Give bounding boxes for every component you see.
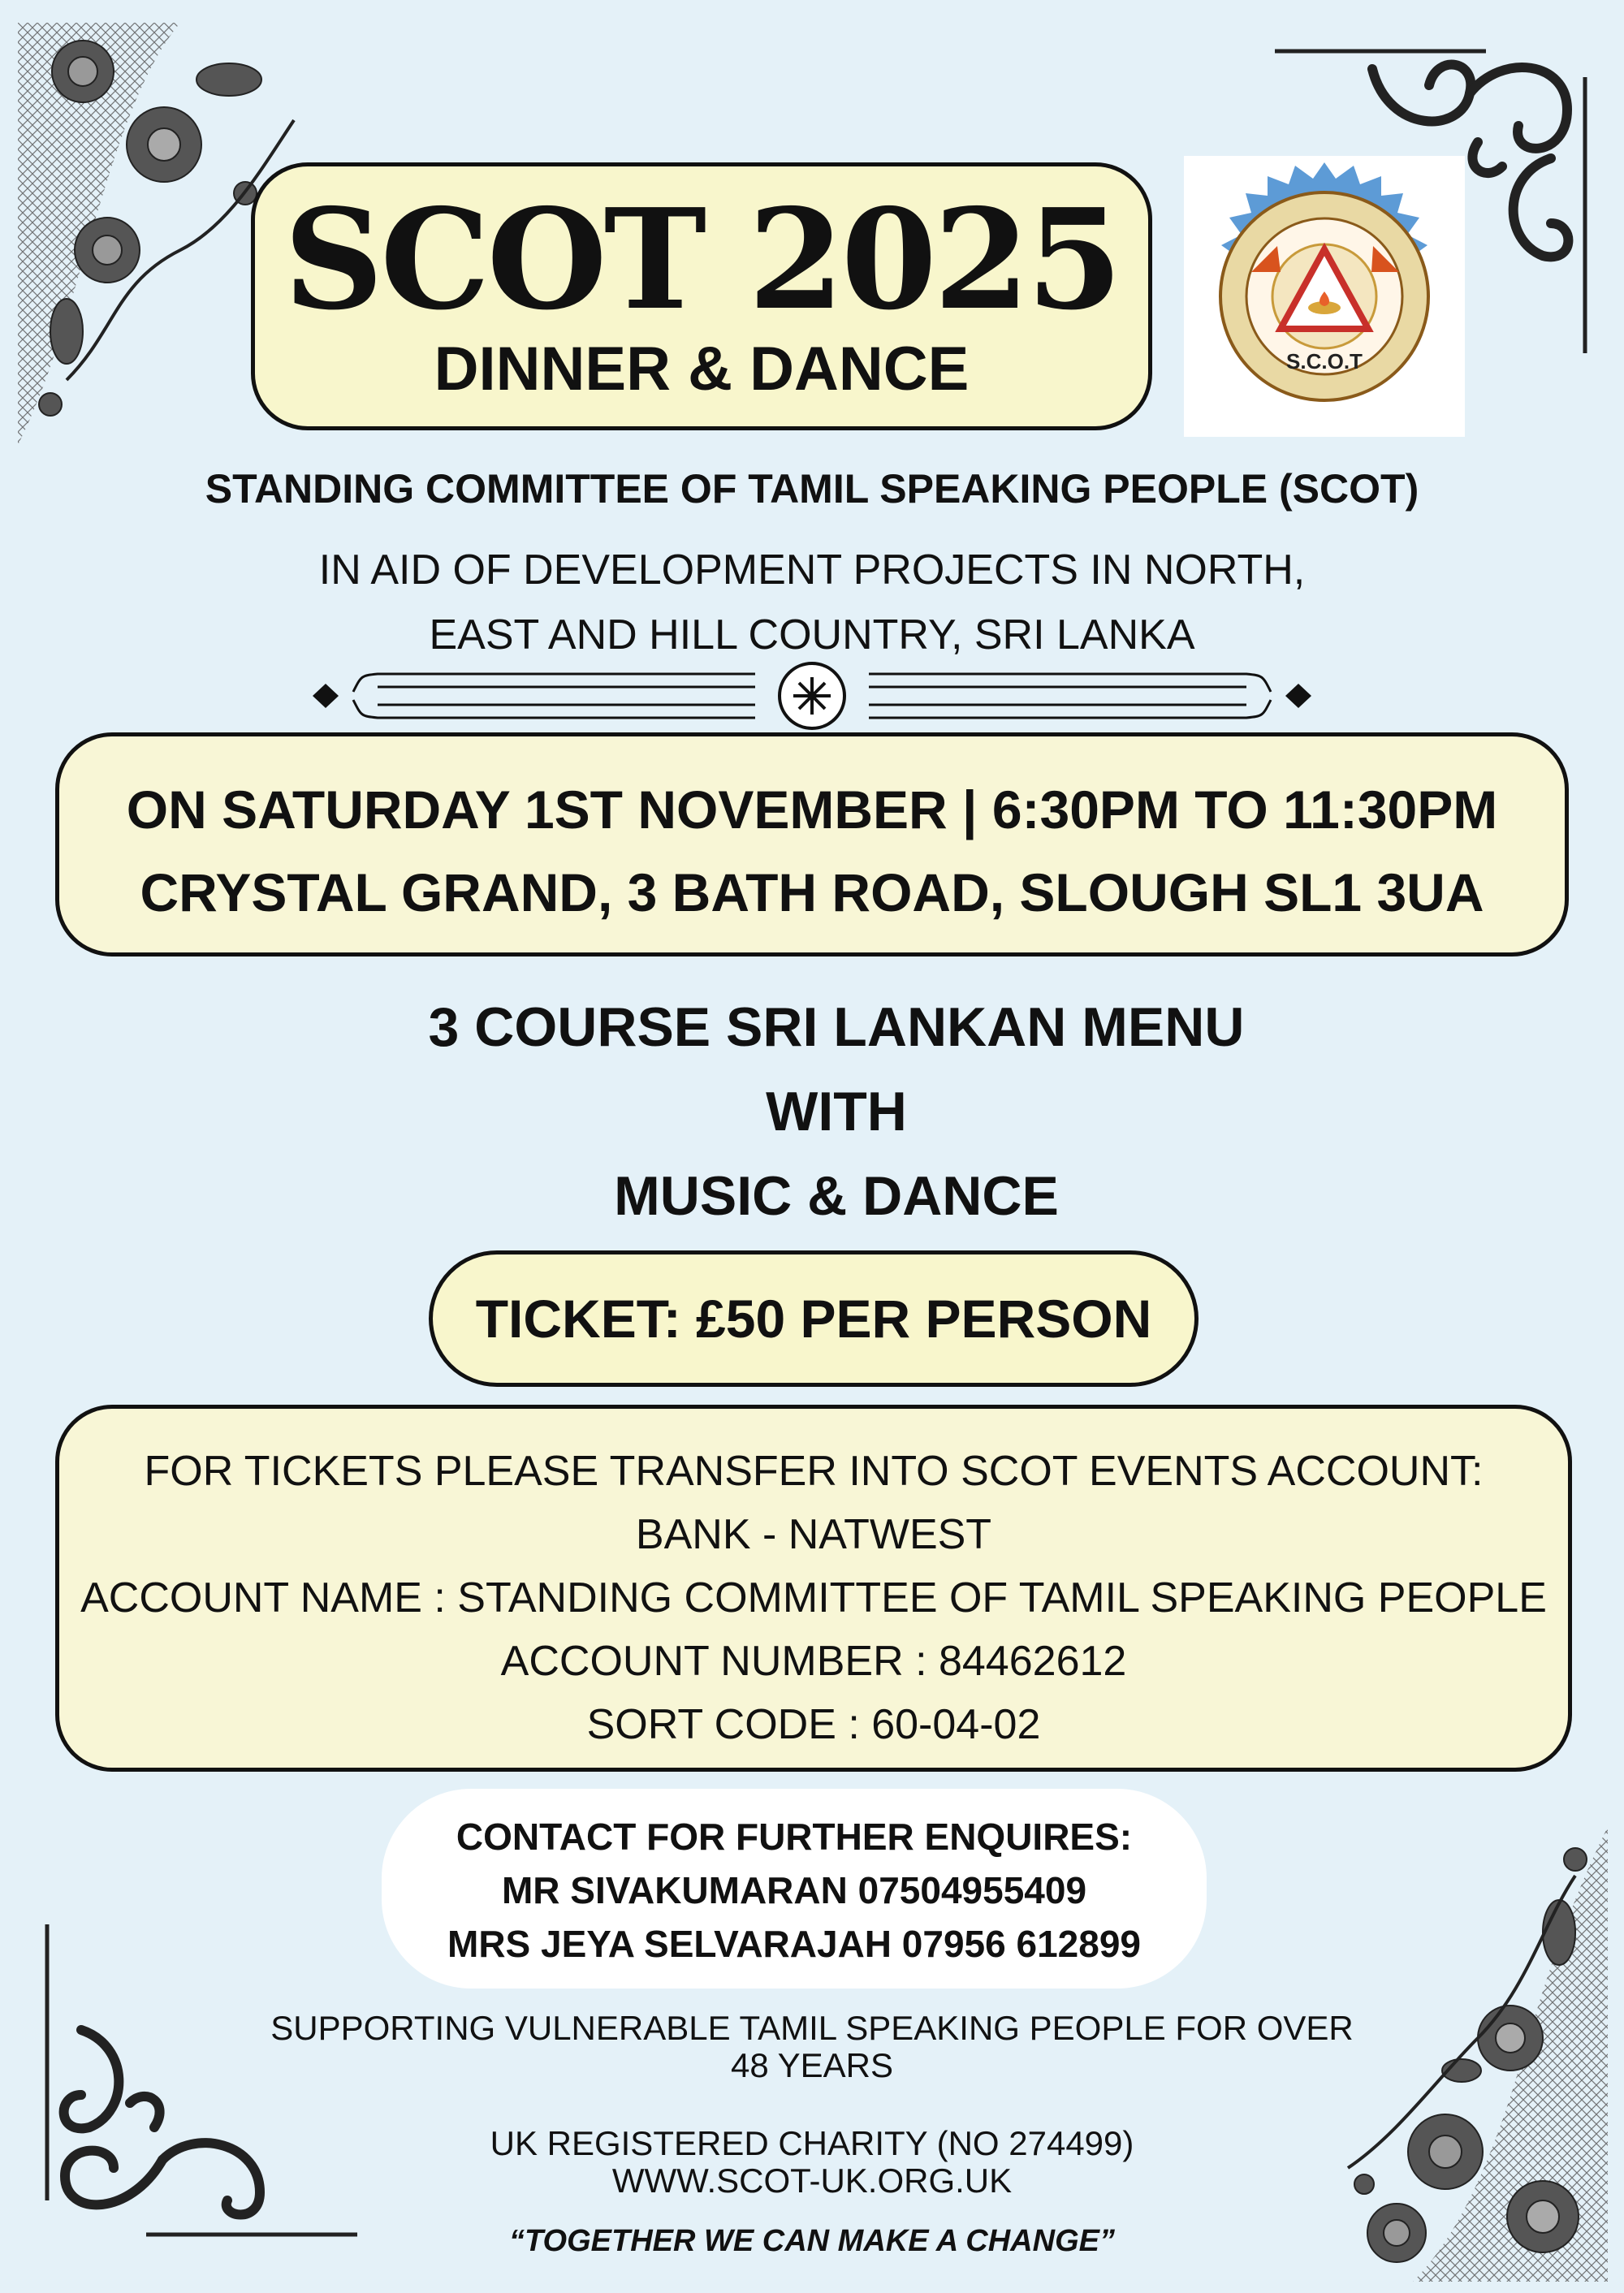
contact-person-1: MR SIVAKUMARAN 07504955409 — [501, 1869, 1087, 1911]
menu-line-1: 3 COURSE SRI LANKAN MENU — [428, 996, 1245, 1058]
menu-description — [0, 985, 1624, 1238]
title-box — [251, 162, 1152, 430]
sort-code: SORT CODE : 60-04-02 — [586, 1701, 1041, 1748]
menu-line-3: MUSIC & DANCE — [614, 1165, 1059, 1227]
organisation-name: STANDING COMMITTEE OF TAMIL SPEAKING PEOPLE (SCOT) — [205, 466, 1419, 512]
aid-line-2: EAST AND HILL COUNTRY, SRI LANKA — [429, 611, 1195, 659]
decorative-divider — [313, 659, 1311, 732]
event-venue: CRYSTAL GRAND, 3 BATH ROAD, SLOUGH SL1 3UA — [140, 862, 1484, 922]
slogan: “TOGETHER WE CAN MAKE A CHANGE” — [509, 2224, 1115, 2258]
ticket-price: TICKET: £50 PER PERSON — [429, 1250, 1199, 1387]
aid-description — [0, 538, 1624, 667]
account-number: ACCOUNT NUMBER : 84462612 — [500, 1638, 1127, 1685]
bank-details-box — [55, 1405, 1572, 1772]
bank-name: BANK - NATWEST — [635, 1511, 992, 1558]
support-line-1: SUPPORTING VULNERABLE TAMIL SPEAKING PEOPLE FOR OVER — [270, 2009, 1354, 2047]
contact-heading: CONTACT FOR FURTHER ENQUIRES: — [456, 1816, 1133, 1858]
scot-logo — [1184, 156, 1465, 437]
event-date-time: ON SATURDAY 1ST NOVEMBER | 6:30PM TO 11:30PM — [126, 779, 1498, 840]
bank-intro: FOR TICKETS PLEASE TRANSFER INTO SCOT EVENTS ACCOUNT: — [144, 1448, 1484, 1495]
scroll-ornament-bottom-left — [32, 1924, 357, 2241]
event-title: SCOT 2025 — [283, 179, 1120, 341]
charity-number: UK REGISTERED CHARITY (NO 274499) — [490, 2124, 1134, 2162]
event-subtitle: DINNER & DANCE — [434, 335, 970, 404]
aid-line-1: IN AID OF DEVELOPMENT PROJECTS IN NORTH, — [318, 546, 1306, 594]
date-venue-box — [55, 732, 1569, 956]
menu-line-2: WITH — [766, 1081, 907, 1142]
support-line-2: 48 YEARS — [730, 2046, 893, 2084]
account-name: ACCOUNT NAME : STANDING COMMITTEE OF TAMIL SPEAKING PEOPLE — [80, 1574, 1547, 1622]
logo-label: S.C.O.T — [1286, 349, 1363, 374]
contact-person-2: MRS JEYA SELVARAJAH 07956 612899 — [447, 1923, 1141, 1965]
website-link[interactable]: WWW.SCOT-UK.ORG.UK — [611, 2161, 1013, 2200]
floral-lace-corner-bottom-right — [1299, 1827, 1608, 2282]
contact-box — [382, 1789, 1207, 1989]
